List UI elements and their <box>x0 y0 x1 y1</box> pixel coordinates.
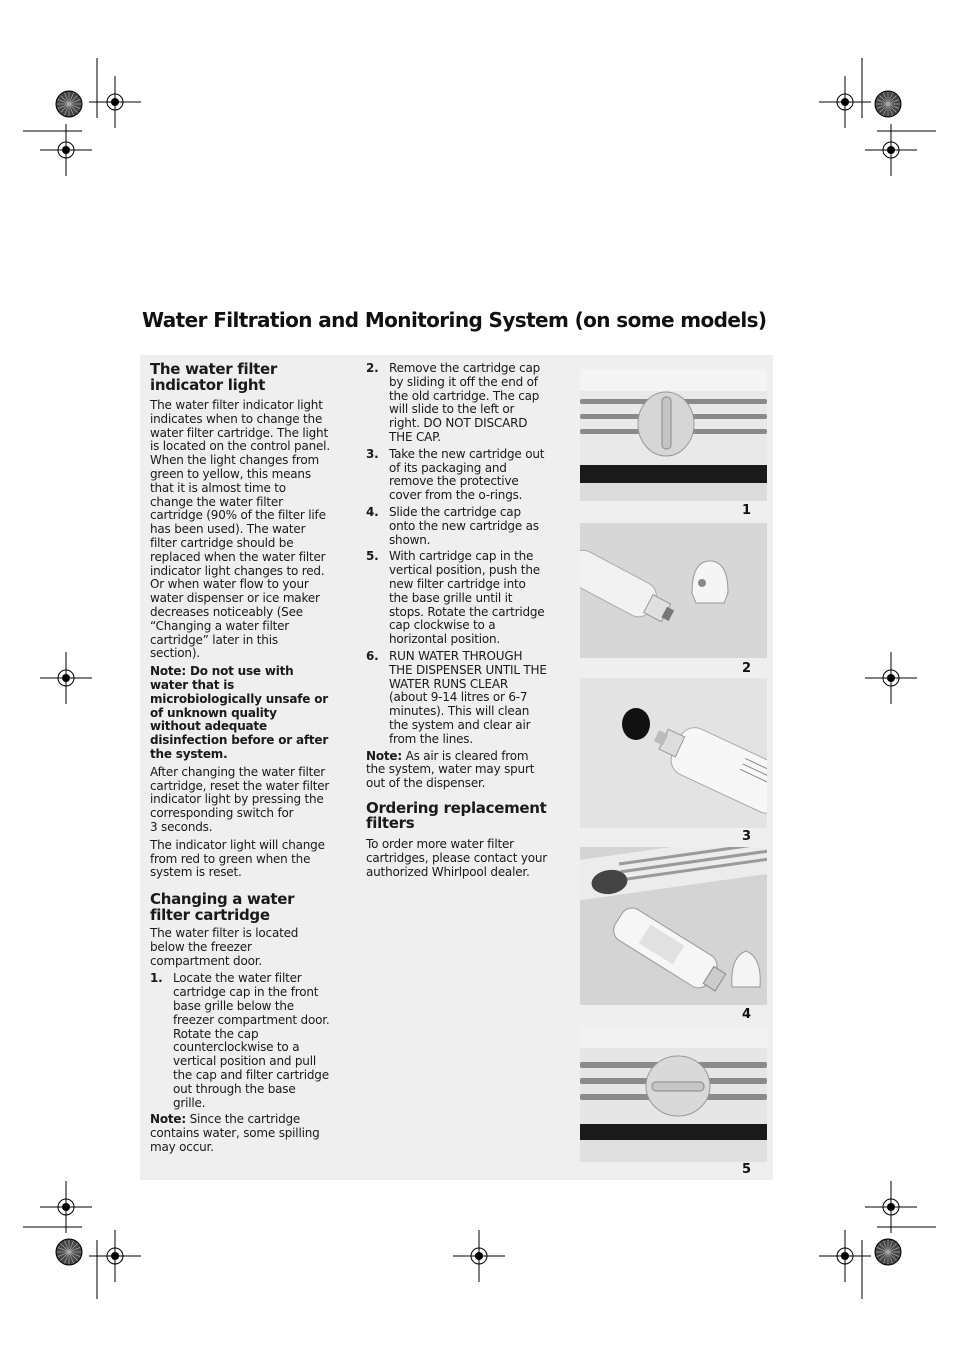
step-item <box>366 448 548 503</box>
air-note <box>366 750 548 791</box>
step-item <box>366 362 548 445</box>
step-text: Locate the water filter cartridge cap in the front base grille below the freezer compartment door. Rotate the cap counterclockwise to a vertical position and pull the cap and filter cartridge out through the base grille. <box>173 971 330 1110</box>
step-number: 1. <box>150 971 163 986</box>
step-number: 6. <box>366 648 379 663</box>
note-text: As air is cleared from the system, water may spurt out of the dispenser. <box>366 748 535 791</box>
section-heading-ordering: Ordering replacement filters <box>366 798 547 833</box>
step-number: 3. <box>366 446 379 461</box>
column-left <box>150 362 330 1159</box>
indicator-light-paragraph: The water filter indicator light indicates when to change the water filter cartridge. The light is located on the control panel. When the light changes from green to yellow, this means that it is almost time to change the water filter cartridge (90% of the filter life has been used). The water filter cartridge should be replaced when the water filter indicator light changes to red. Or when water flow to your water dispenser or ice maker decreases noticeably (See “Changing a water filter cartridge” later in this section). <box>150 398 330 661</box>
column-middle <box>366 362 548 883</box>
step-item <box>366 650 548 747</box>
step-text: RUN WATER THROUGH THE DISPENSER UNTIL THE WATER RUNS CLEAR (about 9-14 litres or 6-7 minutes). This will clean the system and clear air from the lines. <box>389 648 547 746</box>
ordering-paragraph: To order more water filter cartridges, please contact your authorized Whirlpool dealer. <box>366 836 547 879</box>
reset-paragraph: After changing the water filter cartridge, reset the water filter indicator light by pressing the corresponding switch for <box>150 764 330 821</box>
figure-1-caption: 1 <box>741 503 751 518</box>
figure-2-caption: 2 <box>741 661 751 676</box>
filter-location-paragraph: The water filter is located below the freezer compartment door. <box>150 926 299 968</box>
figure-3-image <box>580 678 767 828</box>
figure-4-image <box>580 847 767 1005</box>
page-title: Water Filtration and Monitoring System (on some models) <box>142 308 767 332</box>
reset-result-paragraph: The indicator light will change from red to green when the system is reset. <box>150 837 325 880</box>
note-label: Note: <box>150 1112 186 1127</box>
step-text: Remove the cartridge cap by sliding it off the end of the old cartridge. The cap will slide to the left or right. DO NOT DISCARD THE CAP. <box>389 361 541 444</box>
figure-5-image <box>580 1026 767 1162</box>
note-label: Note: <box>366 748 402 763</box>
safety-note: Note: Do not use with water that is microbiologically unsafe or of unknown quality without adequate disinfection before or after the system. <box>150 664 329 761</box>
section-heading-indicator-light: The water filter indicator light <box>150 360 277 394</box>
step-number: 4. <box>366 504 379 519</box>
spill-note <box>150 1113 330 1154</box>
step-item <box>150 972 330 1110</box>
step-number: 2. <box>366 361 379 375</box>
step-text: Slide the cartridge cap onto the new cartridge as shown. <box>389 504 539 547</box>
figure-5-caption: 5 <box>741 1162 751 1177</box>
note-text: Since the cartridge contains water, some spilling may occur. <box>150 1112 320 1155</box>
step-item <box>366 506 548 547</box>
figure-3-caption: 3 <box>741 829 751 844</box>
step-text: Take the new cartridge out of its packaging and remove the protective cover from the o-rings. <box>389 446 545 503</box>
step-number: 5. <box>366 549 379 564</box>
reset-duration: 3 seconds. <box>150 819 213 834</box>
section-heading-changing-cartridge: Changing a water filter cartridge <box>150 890 295 924</box>
step-item <box>366 550 548 647</box>
figure-2-image <box>580 523 767 658</box>
figure-1-image <box>580 369 767 501</box>
step-text: With cartridge cap in the vertical position, push the new filter cartridge into the base grille until it stops. Rotate the cartridge cap clockwise to a horizontal position. <box>389 549 545 647</box>
figure-4-caption: 4 <box>741 1007 751 1022</box>
